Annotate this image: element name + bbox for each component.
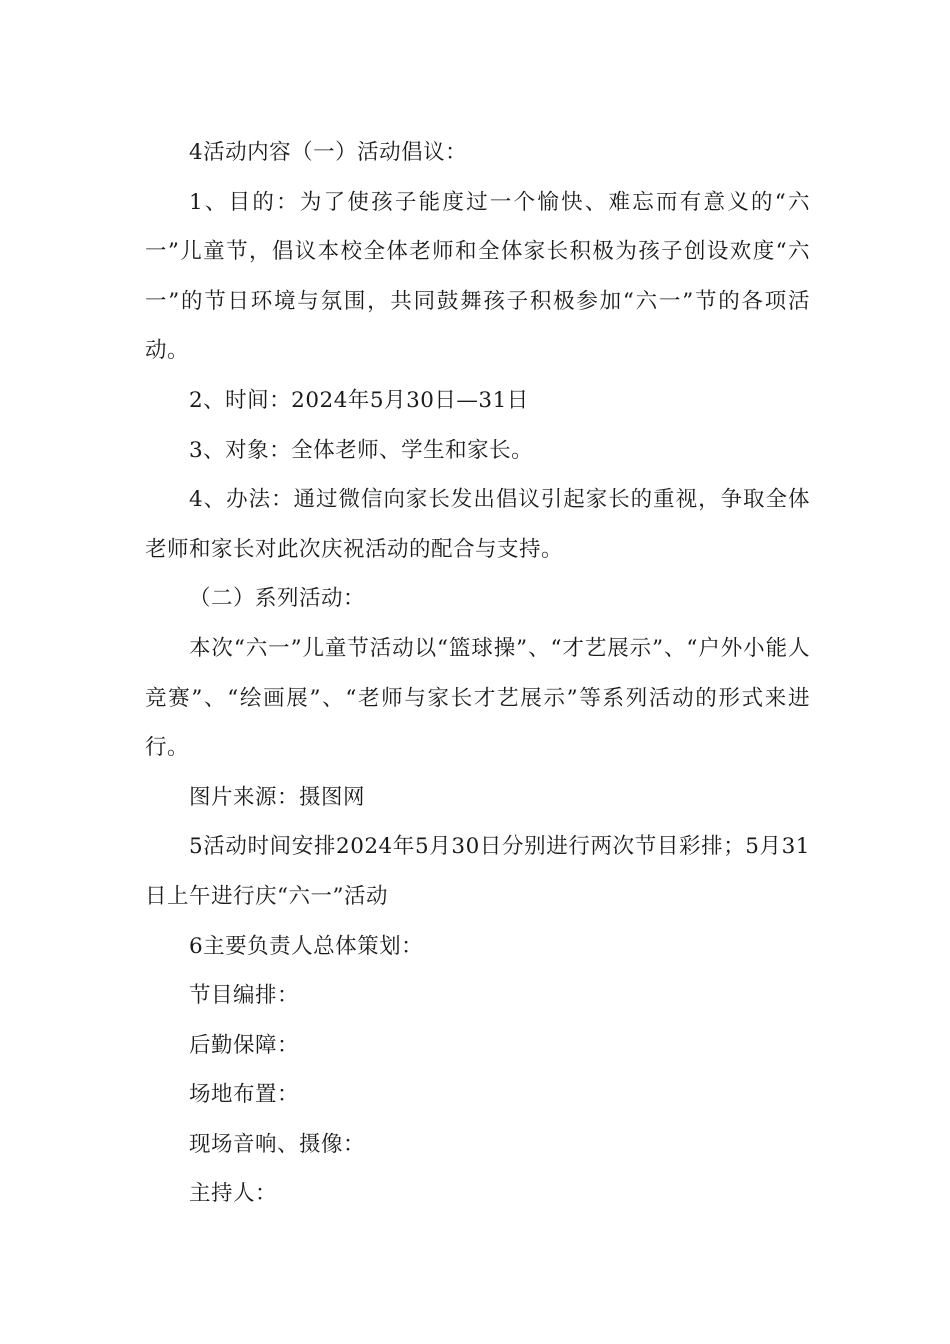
- subheading-series-activities: （二）系列活动：: [189, 586, 366, 612]
- paragraph-logistics: 后勤保障：: [189, 1032, 300, 1058]
- paragraph-venue-setup: 场地布置：: [189, 1082, 300, 1108]
- paragraph-program-arrangement: 节目编排：: [189, 983, 300, 1009]
- paragraph-method: 4、办法：通过微信向家长发出倡议引起家长的重视，争取全体老师和家长对此次庆祝活动的配合与支持。: [145, 487, 810, 562]
- paragraph-audio-video: 现场音响、摄像：: [189, 1131, 366, 1157]
- paragraph-host: 主持人：: [189, 1181, 278, 1207]
- document-body: [145, 128, 810, 1219]
- paragraph-schedule: 5活动时间安排2024年5月30日分别进行两次节目彩排；5月31日上午进行庆“六一”活动: [145, 834, 810, 909]
- paragraph-image-source: 图片来源：摄图网: [189, 784, 366, 810]
- paragraph-audience: 3、对象：全体老师、学生和家长。: [189, 437, 534, 463]
- paragraph-responsible-planning: 6主要负责人总体策划：: [189, 933, 424, 959]
- paragraph-purpose: 1、目的：为了使孩子能度过一个愉快、难忘而有意义的“六一”儿童节，倡议本校全体老师和全体家长积极为孩子创设欢度“六一”的节日环境与氛围，共同鼓舞孩子积极参加“六一”节的各项活动。: [145, 189, 810, 364]
- section-heading-activity-content: 4活动内容（一）活动倡议：: [189, 140, 468, 165]
- paragraph-series-activities: 本次“六一”儿童节活动以“篮球操”、“才艺展示”、“户外小能人竞赛”、“绘画展”、“老师与家长才艺展示”等系列活动的形式来进行。: [145, 635, 810, 761]
- paragraph-time: 2、时间：2024年5月30日—31日: [189, 387, 529, 413]
